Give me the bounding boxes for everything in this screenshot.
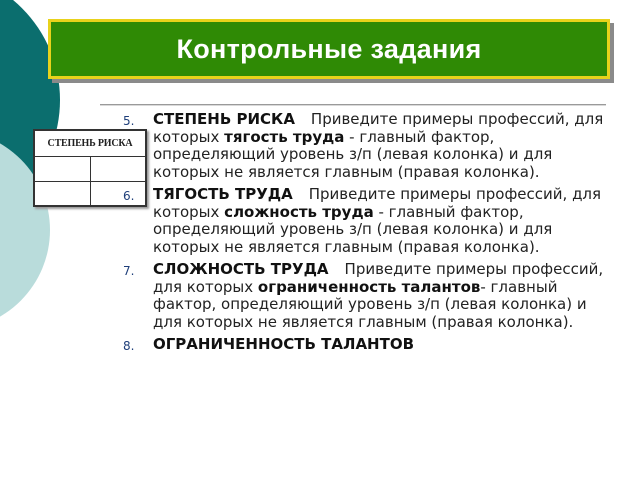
mini-table-cell — [35, 182, 90, 206]
task-number: 7. — [123, 264, 135, 278]
divider-line — [100, 104, 606, 106]
title-banner — [48, 19, 610, 79]
task-emphasis: сложность труда — [224, 202, 374, 221]
task-number: 5. — [123, 114, 135, 128]
task-text — [153, 336, 613, 354]
task-item-7 — [123, 261, 613, 331]
task-emphasis: ограниченность талантов — [257, 277, 481, 296]
task-item-8 — [123, 336, 613, 354]
task-heading: ТЯГОСТЬ ТРУДА — [153, 185, 293, 203]
task-emphasis: тягость труда — [224, 127, 345, 146]
task-text — [153, 186, 613, 256]
task-number: 6. — [123, 189, 135, 203]
task-list — [123, 111, 613, 359]
task-text-part: - главный фактор, определяющий уровень з/п (левая колонка) и для которых не является главным (правая колонка). — [153, 277, 587, 331]
task-heading: ОГРАНИЧЕННОСТЬ ТАЛАНТОВ — [153, 335, 415, 353]
task-text-part: Приведите примеры профессий, для которых — [153, 185, 602, 221]
task-heading: СТЕПЕНЬ РИСКА — [153, 110, 295, 128]
task-text-part: - главный фактор, определяющий уровень з/п (левая колонка) и для которых не является главным (правая колонка). — [153, 202, 553, 256]
task-item-6 — [123, 186, 613, 256]
task-item-5 — [123, 111, 613, 181]
task-text — [153, 111, 613, 181]
task-text-part: - главный фактор, определяющий уровень з/п (левая колонка) и для которых не является главным (правая колонка). — [153, 127, 553, 181]
mini-table-cell — [35, 157, 90, 181]
mini-table-header: СТЕПЕНЬ РИСКА — [35, 131, 145, 157]
task-number: 8. — [123, 339, 135, 353]
task-text-part: Приведите примеры профессий, для которых — [153, 260, 604, 296]
task-text-part: Приведите примеры профессий, для которых — [153, 110, 604, 146]
task-text — [153, 261, 613, 331]
page-title: Контрольные задания — [176, 33, 482, 64]
task-heading: СЛОЖНОСТЬ ТРУДА — [153, 260, 329, 278]
